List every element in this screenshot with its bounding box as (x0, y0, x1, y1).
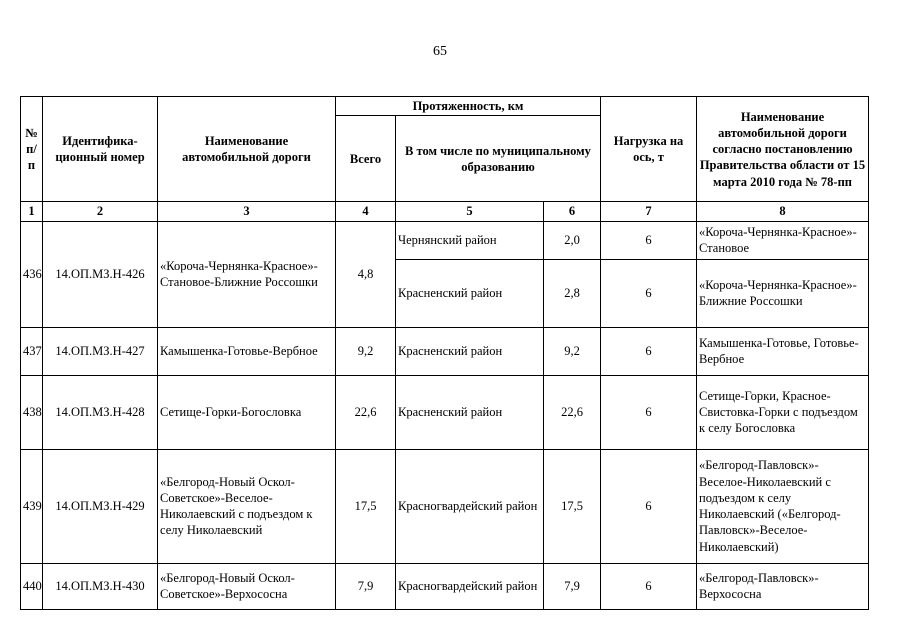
row-total-length: 17,5 (336, 449, 396, 563)
column-number: 8 (697, 202, 869, 221)
column-number: 3 (158, 202, 336, 221)
row-district: Чернянский район (396, 221, 544, 259)
row-id: 14.ОП.МЗ.Н-426 (43, 221, 158, 327)
row-total-length: 9,2 (336, 327, 396, 375)
row-axle-load: 6 (601, 221, 697, 259)
table-row (21, 449, 869, 563)
row-district-length: 9,2 (544, 327, 601, 375)
row-axle-load: 6 (601, 327, 697, 375)
column-number-row (21, 202, 869, 221)
header-decree-name: Наименование автомобильной дороги согласно постановлению Правительства области от 15 марта 2010 года № 78-пп (697, 97, 869, 202)
row-decree-name: «Белгород-Павловск»-Веселое-Николаевский с подъездом к селу Николаевский («Белгород-Павловск»-Веселое-Николаевский) (697, 449, 869, 563)
row-district: Красненский район (396, 375, 544, 449)
column-number: 1 (21, 202, 43, 221)
row-axle-load: 6 (601, 563, 697, 609)
table-row (21, 375, 869, 449)
row-decree-name: «Короча-Чернянка-Красное»-Ближние Россошки (697, 259, 869, 327)
row-id: 14.ОП.МЗ.Н-429 (43, 449, 158, 563)
table-row (21, 327, 869, 375)
row-no: 439 (21, 449, 43, 563)
row-district-length: 17,5 (544, 449, 601, 563)
row-road-name: «Короча-Чернянка-Красное»-Становое-Ближние Россошки (158, 221, 336, 327)
row-no: 438 (21, 375, 43, 449)
row-id: 14.ОП.МЗ.Н-430 (43, 563, 158, 609)
row-district: Красногвардейский район (396, 449, 544, 563)
header-axle-load: Нагрузка на ось, т (601, 97, 697, 202)
row-total-length: 22,6 (336, 375, 396, 449)
row-axle-load: 6 (601, 375, 697, 449)
header-road-name: Наименование автомобильной дороги (158, 97, 336, 202)
table-row (21, 221, 869, 259)
header-total: Всего (336, 116, 396, 202)
row-district: Красногвардейский район (396, 563, 544, 609)
row-decree-name: «Белгород-Павловск»-Верхососна (697, 563, 869, 609)
row-total-length: 4,8 (336, 221, 396, 327)
row-no: 436 (21, 221, 43, 327)
roads-table (20, 96, 869, 610)
row-no: 440 (21, 563, 43, 609)
row-axle-load: 6 (601, 259, 697, 327)
row-district-length: 2,8 (544, 259, 601, 327)
row-district: Красненский район (396, 259, 544, 327)
row-axle-load: 6 (601, 449, 697, 563)
header-length: Протяженность, км (336, 97, 601, 116)
header-no: № п/п (21, 97, 43, 202)
row-district-length: 7,9 (544, 563, 601, 609)
row-decree-name: «Короча-Чернянка-Красное»-Становое (697, 221, 869, 259)
row-id: 14.ОП.МЗ.Н-427 (43, 327, 158, 375)
row-district-length: 2,0 (544, 221, 601, 259)
header-municipal: В том числе по муниципальному образованию (396, 116, 601, 202)
row-road-name: Сетище-Горки-Богословка (158, 375, 336, 449)
row-district: Красненский район (396, 327, 544, 375)
row-road-name: «Белгород-Новый Оскол-Советское»-Верхососна (158, 563, 336, 609)
row-district-length: 22,6 (544, 375, 601, 449)
table-row (21, 563, 869, 609)
column-number: 2 (43, 202, 158, 221)
column-number: 5 (396, 202, 544, 221)
row-decree-name: Сетище-Горки, Красное-Свистовка-Горки с подъездом к селу Богословка (697, 375, 869, 449)
row-no: 437 (21, 327, 43, 375)
header-id: Идентифика-ционный номер (43, 97, 158, 202)
row-road-name: «Белгород-Новый Оскол-Советское»-Веселое-Николаевский с подъездом к селу Николаевский (158, 449, 336, 563)
page-number: 65 (433, 44, 447, 59)
row-decree-name: Камышенка-Готовье, Готовье-Вербное (697, 327, 869, 375)
column-number: 4 (336, 202, 396, 221)
row-total-length: 7,9 (336, 563, 396, 609)
row-id: 14.ОП.МЗ.Н-428 (43, 375, 158, 449)
column-number: 7 (601, 202, 697, 221)
column-number: 6 (544, 202, 601, 221)
row-road-name: Камышенка-Готовье-Вербное (158, 327, 336, 375)
